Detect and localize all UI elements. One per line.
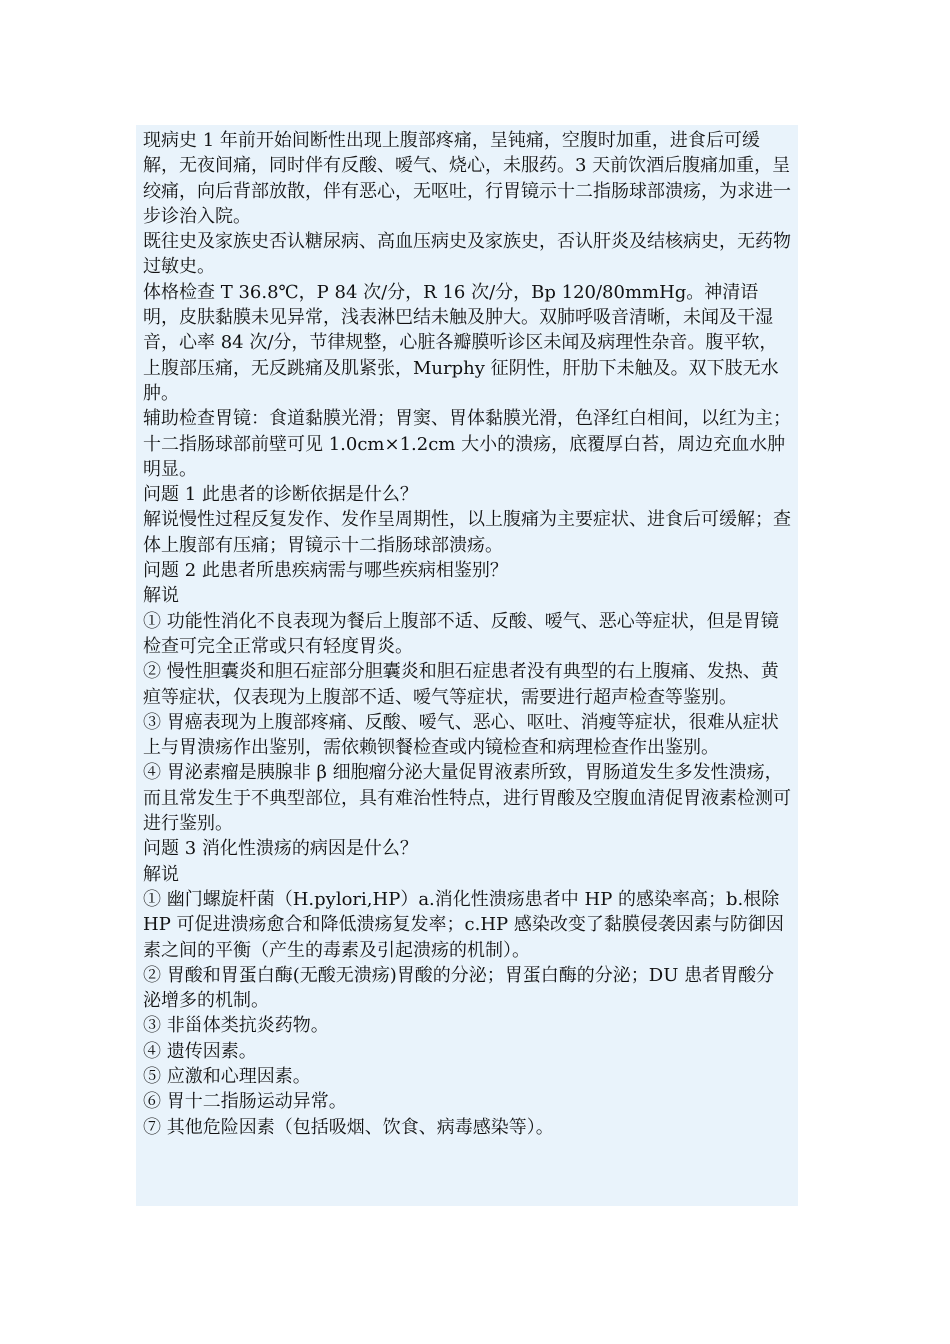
question-3: 问题 3 消化性溃疡的病因是什么？	[143, 838, 418, 860]
document-text-block	[136, 125, 798, 1206]
answer-2-item-1: ① 功能性消化不良表现为餐后上腹部不适、反酸、嗳气、恶心等症状，但是胃镜检查可完全正常或只有轻度胃炎。	[143, 610, 779, 657]
question-1: 问题 1 此患者的诊断依据是什么？	[143, 484, 418, 506]
answer-2-item-3: ③ 胃癌表现为上腹部疼痛、反酸、嗳气、恶心、呕吐、消瘦等症状，很难从症状上与胃溃疡作出鉴别，需依赖钡餐检查或内镜检查和病理检查作出鉴别。	[143, 711, 779, 759]
answer-1: 解说慢性过程反复发作、发作呈周期性，以上腹痛为主要症状、进食后可缓解；查体上腹部有压痛；胃镜示十二指肠球部溃疡。	[143, 509, 791, 556]
answer-3-item-3: ③ 非甾体类抗炎药物。	[143, 1015, 329, 1037]
answer-3-item-2: ② 胃酸和胃蛋白酶(无酸无溃疡)胃酸的分泌；胃蛋白酶的分泌；DU 患者胃酸分泌增多的机制。	[143, 964, 775, 1012]
answer-3-item-6: ⑥ 胃十二指肠运动异常。	[143, 1091, 347, 1113]
answer-3-item-1: ① 幽门螺旋杆菌（H.pylori,HP）a.消化性溃疡患者中 HP 的感染率高；b.根除 HP 可促进溃疡愈合和降低溃疡复发率；c.HP 感染改变了黏膜侵袭因素与防御因素之间的平衡（产生的毒素及引起溃疡的机制）。	[143, 888, 784, 961]
question-2: 问题 2 此患者所患疾病需与哪些疾病相鉴别？	[143, 560, 508, 582]
present-illness-paragraph: 现病史 1 年前开始间断性出现上腹部疼痛，呈钝痛，空腹时加重，进食后可缓解，无夜间痛，同时伴有反酸、嗳气、烧心，未服药。3 天前饮酒后腹痛加重，呈绞痛，向后背部放散，伴有恶心，无呕吐，行胃镜示十二指肠球部溃疡，为求进一步诊治入院。	[143, 130, 791, 227]
answer-3-heading: 解说	[143, 863, 179, 885]
answer-2-item-2: ② 慢性胆囊炎和胆石症部分胆囊炎和胆石症患者没有典型的右上腹痛、发热、黄疸等症状，仅表现为上腹部不适、嗳气等症状，需要进行超声检查等鉴别。	[143, 661, 779, 708]
auxiliary-exam-paragraph: 辅助检查胃镜：食道黏膜光滑；胃窦、胃体黏膜光滑，色泽红白相间，以红为主；十二指肠球部前壁可见 1.0cm×1.2cm 大小的溃疡，底覆厚白苔，周边充血水肿明显。	[143, 408, 791, 480]
answer-3-item-7: ⑦ 其他危险因素（包括吸烟、饮食、病毒感染等）。	[143, 1116, 554, 1138]
answer-3-item-5: ⑤ 应激和心理因素。	[143, 1065, 311, 1087]
answer-2-heading: 解说	[143, 585, 179, 607]
answer-3-item-4: ④ 遗传因素。	[143, 1040, 257, 1062]
past-history-paragraph: 既往史及家族史否认糖尿病、高血压病史及家族史，否认肝炎及结核病史，无药物过敏史。	[143, 231, 791, 278]
physical-exam-paragraph: 体格检查 T 36.8℃，P 84 次/分，R 16 次/分，Bp 120/80mmHg。神清语明，皮肤黏膜未见异常，浅表淋巴结未触及肿大。双肺呼吸音清晰，未闻及干湿音，心率 84 次/分，节律规整，心脏各瓣膜听诊区未闻及病理性杂音。腹平软，上腹部压痛，无反跳痛及肌紧张，Murphy 征阴性，肝肋下未触及。双下肢无水肿。	[143, 281, 779, 404]
answer-2-item-4: ④ 胃泌素瘤是胰腺非 β 细胞瘤分泌大量促胃液素所致，胃肠道发生多发性溃疡，而且常发生于不典型部位，具有难治性特点，进行胃酸及空腹血清促胃液素检测可进行鉴别。	[143, 762, 791, 835]
